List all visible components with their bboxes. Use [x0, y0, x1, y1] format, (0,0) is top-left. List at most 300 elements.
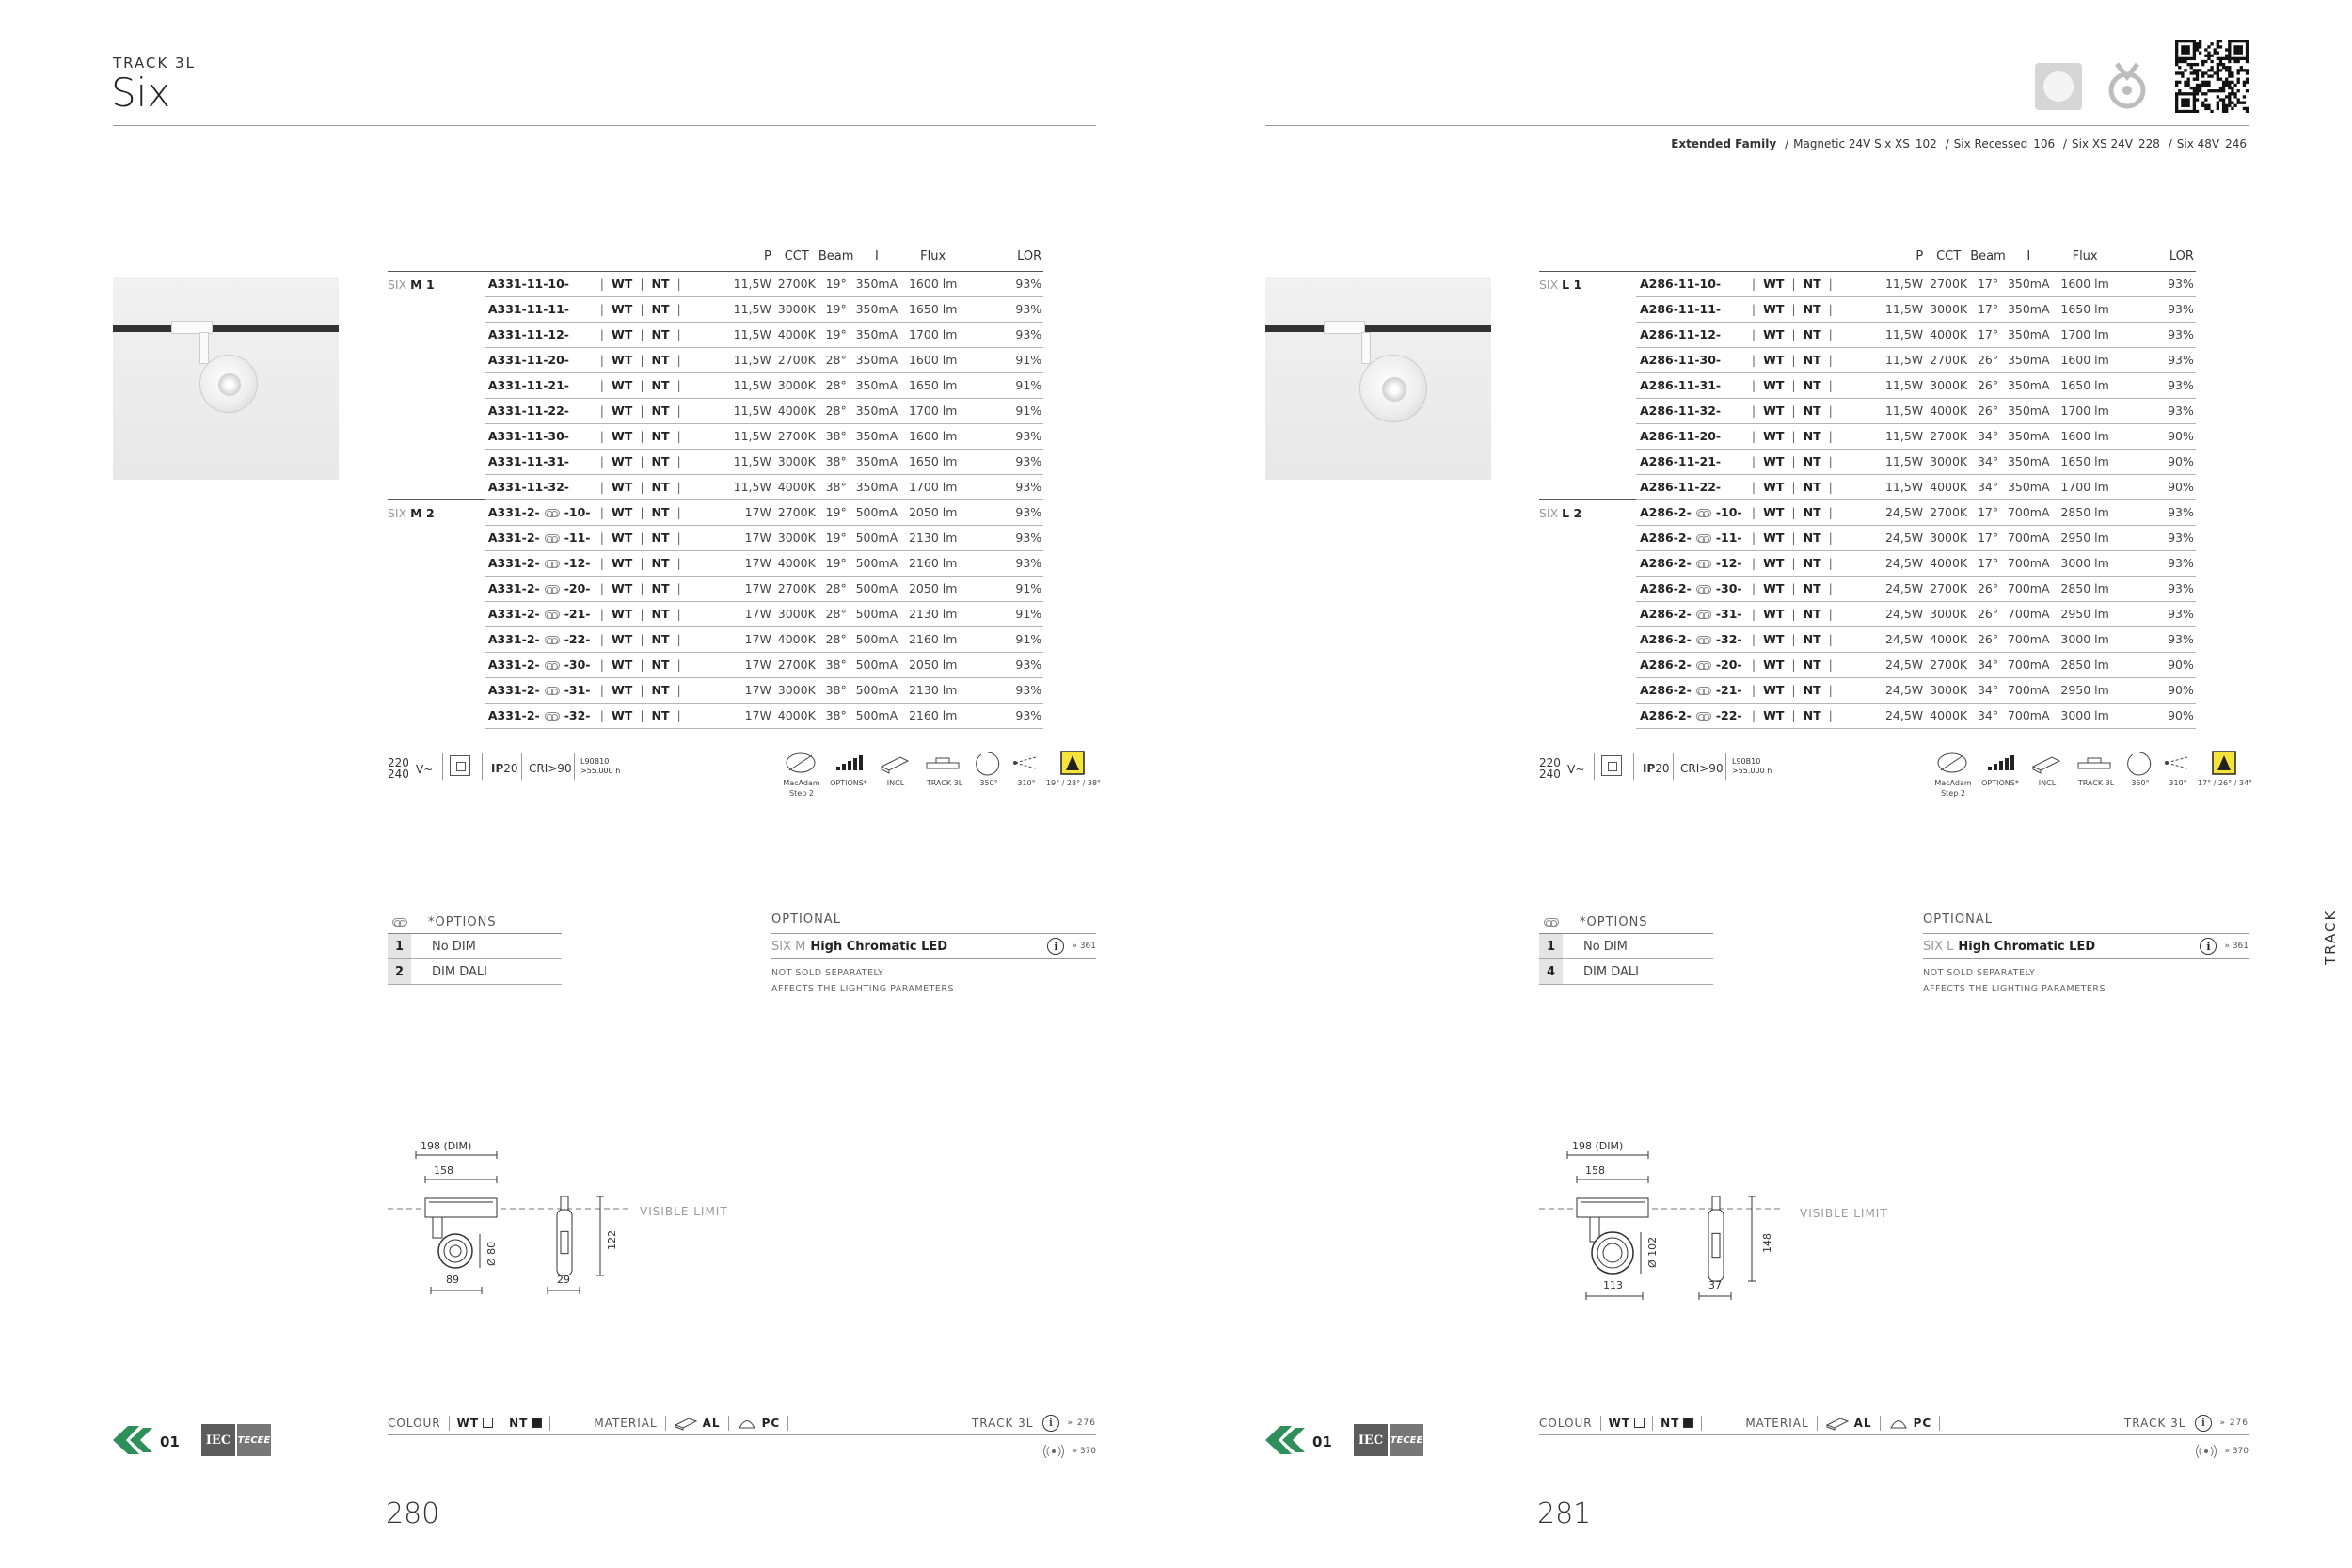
lor-value: 93% — [968, 652, 1043, 677]
dimming-option-icon — [545, 712, 560, 721]
product-code — [1636, 449, 1744, 474]
flux-value: 2950 lm — [2050, 677, 2121, 703]
info-icon[interactable]: i — [1042, 1415, 1059, 1432]
code-suffix: -21- — [1715, 683, 1742, 697]
pipe-separator: | — [640, 531, 644, 545]
footer-logos-right — [1263, 1423, 1423, 1457]
finish-options — [593, 499, 696, 525]
lor-value: 93% — [2121, 372, 2196, 398]
code-suffix: -22- — [1715, 708, 1742, 722]
footer-logos-left — [111, 1423, 271, 1457]
pipe-separator: | — [1751, 581, 1756, 595]
pipe-separator: | — [1828, 632, 1833, 646]
code-prefix: A331-11-21- — [487, 378, 569, 392]
power-value: 17W — [695, 525, 776, 550]
current-value: 350mA — [2008, 271, 2050, 296]
spec-table-right — [1539, 243, 2249, 729]
group-name: M 1 — [410, 277, 435, 292]
info-icon[interactable]: i — [2200, 938, 2217, 955]
optional-accessory-row[interactable] — [771, 933, 1096, 959]
pipe-separator: | — [1751, 657, 1756, 672]
finish-options — [593, 271, 696, 296]
material-label: MATERIAL — [594, 1416, 658, 1430]
finish-nt: NT — [651, 353, 670, 367]
finish-wt: WT — [1763, 581, 1785, 595]
current-value: 350mA — [856, 449, 898, 474]
beam-value: 19° — [817, 296, 856, 322]
finish-nt: NT — [651, 607, 670, 621]
note-not-sold: NOT SOLD SEPARATELY — [1923, 968, 2036, 978]
flux-value: 1600 lm — [898, 347, 968, 372]
cct-value: 3000K — [777, 449, 817, 474]
table-row[interactable] — [1539, 703, 2249, 728]
flux-value: 1700 lm — [2050, 322, 2121, 347]
code-prefix: A331-2- — [487, 632, 540, 646]
table-row[interactable] — [1539, 550, 2249, 576]
beam-angle-icon — [1048, 750, 1097, 776]
beam-value: 19° — [817, 525, 856, 550]
finish-wt: WT — [611, 683, 633, 697]
family-link-3[interactable]: Six XS 24V_228 — [2071, 137, 2160, 150]
cct-value: 2700K — [1929, 499, 1968, 525]
dimming-option-icon — [1696, 560, 1711, 568]
beam-value: 38° — [817, 677, 856, 703]
family-link-2[interactable]: Six Recessed_106 — [1953, 137, 2056, 150]
code-prefix: A331-11-31- — [487, 454, 569, 468]
ek-number: 01 — [1312, 1433, 1332, 1450]
code-prefix: A286-11-11- — [1639, 302, 1722, 316]
option-number: 2 — [388, 959, 411, 984]
finish-options — [1744, 626, 1848, 652]
family-link-1[interactable]: Magnetic 24V Six XS_102 — [1793, 137, 1937, 150]
current-value: 350mA — [856, 271, 898, 296]
lifetime-rating: L90B10 >55.000 h — [580, 757, 621, 775]
pipe-separator: | — [1751, 302, 1756, 316]
product-code — [1636, 703, 1744, 728]
finish-wt: WT — [1763, 302, 1785, 316]
pipe-separator: | — [1791, 378, 1796, 392]
current-value: 350mA — [2008, 347, 2050, 372]
macadam-icon — [782, 750, 819, 776]
macadam-label: MacAdam — [1934, 779, 1972, 787]
power-value: 17W — [695, 626, 776, 652]
technical-drawing — [388, 1138, 764, 1326]
qr-code-icon[interactable] — [2175, 40, 2249, 113]
table-row[interactable] — [1539, 652, 2249, 677]
table-row[interactable] — [1539, 626, 2249, 652]
option-row[interactable] — [388, 934, 562, 959]
track-page-ref[interactable]: » 276 — [2219, 1418, 2249, 1428]
beam-value: 34° — [1968, 703, 2008, 728]
macadam-label: Step 2 — [1941, 789, 1965, 798]
dimming-option-icon — [545, 687, 560, 695]
track-adapter-label: TRACK 3L — [2077, 779, 2115, 787]
beam-value: 34° — [1968, 677, 2008, 703]
beam-value: 28° — [817, 601, 856, 626]
table-row[interactable] — [388, 347, 1096, 372]
column-header: LOR — [1017, 249, 1042, 264]
code-suffix: -21- — [564, 607, 591, 621]
table-row[interactable] — [388, 474, 1096, 499]
track-label[interactable]: TRACK 3L — [2123, 1416, 2186, 1430]
table-header-row — [1539, 243, 2249, 271]
sensor-icon[interactable] — [1043, 1445, 1064, 1458]
current-value: 350mA — [2008, 474, 2050, 499]
optional-accessory-row[interactable] — [1923, 933, 2249, 959]
table-row[interactable] — [1539, 449, 2249, 474]
table-row[interactable] — [388, 550, 1096, 576]
beam-angle-label: 19° / 28° / 38° — [1045, 779, 1102, 787]
power-value: 11,5W — [695, 449, 776, 474]
code-prefix: A331-11-10- — [487, 277, 569, 291]
finish-wt: WT — [611, 531, 633, 545]
table-row[interactable] — [388, 271, 1096, 296]
finish-options — [1744, 296, 1848, 322]
code-prefix: A286-2- — [1639, 556, 1692, 570]
finish-nt: NT — [1803, 531, 1821, 545]
code-prefix: A286-2- — [1639, 531, 1692, 545]
cri-rating: CRI>90 — [1680, 762, 1724, 775]
footer-info-row — [1539, 1411, 2249, 1435]
flux-value: 2050 lm — [898, 652, 968, 677]
pipe-separator: | — [640, 277, 644, 291]
finish-wt: WT — [1763, 556, 1785, 570]
footer-info-row — [388, 1411, 1096, 1435]
product-code — [1636, 576, 1744, 601]
option-number: 1 — [388, 934, 411, 958]
product-code — [485, 550, 593, 576]
table-row[interactable] — [388, 296, 1096, 322]
visible-limit-label-left: VISIBLE LIMIT — [640, 1205, 728, 1218]
power-value: 24,5W — [1848, 576, 1930, 601]
code-prefix: A286-2- — [1639, 683, 1692, 697]
polycarbonate-icon — [737, 1416, 757, 1431]
flux-value: 1700 lm — [898, 322, 968, 347]
finish-wt: WT — [1763, 429, 1785, 443]
black-swatch — [1683, 1418, 1693, 1428]
flux-value: 3000 lm — [2050, 550, 2121, 576]
dim-height: 122 — [606, 1230, 618, 1250]
code-suffix: -31- — [1715, 607, 1742, 621]
code-suffix: -31- — [564, 683, 591, 697]
finish-nt: NT — [651, 429, 670, 443]
finish-nt: NT — [1803, 657, 1821, 672]
table-row[interactable] — [388, 372, 1096, 398]
power-value: 24,5W — [1848, 499, 1930, 525]
family-link-4[interactable]: Six 48V_246 — [2176, 137, 2247, 150]
pipe-separator: | — [1828, 353, 1833, 367]
flux-value: 2950 lm — [2050, 525, 2121, 550]
table-row[interactable] — [388, 601, 1096, 626]
product-photo-l — [1265, 277, 1491, 480]
pipe-separator: | — [1791, 327, 1796, 341]
pipe-separator: | — [599, 454, 604, 468]
pipe-separator: | — [676, 683, 681, 697]
beam-value: 34° — [1968, 474, 2008, 499]
table-row[interactable] — [1539, 677, 2249, 703]
dimming-option-icon — [545, 509, 560, 517]
optional-page-ref[interactable]: » 361 — [1072, 942, 1096, 951]
rotation-350-label: 350° — [2131, 779, 2150, 787]
table-row[interactable] — [388, 499, 1096, 525]
table-row[interactable] — [1539, 322, 2249, 347]
product-code — [485, 703, 593, 728]
table-row[interactable] — [388, 652, 1096, 677]
flux-value: 1600 lm — [2050, 271, 2121, 296]
product-code — [1636, 271, 1744, 296]
page-number-left: 280 — [386, 1497, 440, 1530]
track-label[interactable]: TRACK 3L — [971, 1416, 1034, 1430]
power-value: 11,5W — [695, 347, 776, 372]
power-value: 11,5W — [695, 296, 776, 322]
product-group-label — [388, 271, 485, 499]
sensor-page-ref[interactable]: » 370 — [2224, 1447, 2249, 1456]
power-value: 11,5W — [1848, 423, 1930, 449]
beam-value: 19° — [817, 499, 856, 525]
lor-value: 93% — [2121, 626, 2196, 652]
code-prefix: A331-2- — [487, 505, 540, 519]
pipe-separator: | — [676, 378, 681, 392]
current-value: 500mA — [856, 576, 898, 601]
pipe-separator: | — [1791, 353, 1796, 367]
finish-wt: WT — [611, 581, 633, 595]
current-value: 350mA — [2008, 296, 2050, 322]
iec-badge: IEC — [201, 1424, 235, 1456]
flux-value: 1650 lm — [898, 372, 968, 398]
current-value: 350mA — [2008, 423, 2050, 449]
side-tab-track[interactable]: TRACK — [2322, 909, 2339, 965]
power-value: 17W — [695, 499, 776, 525]
pipe-separator: | — [1791, 683, 1796, 697]
track-page-ref[interactable]: » 276 — [1067, 1418, 1096, 1428]
power-value: 11,5W — [1848, 372, 1930, 398]
optional-page-ref[interactable]: » 361 — [2224, 942, 2249, 951]
options-title: *OPTIONS — [1580, 914, 1648, 929]
dim-diameter: Ø 102 — [1646, 1236, 1659, 1268]
pipe-separator: | — [599, 353, 604, 367]
pipe-separator: | — [1791, 454, 1796, 468]
flux-value: 2160 lm — [898, 703, 968, 728]
sensor-page-ref[interactable]: » 370 — [1072, 1447, 1096, 1456]
pipe-separator: | — [1828, 505, 1833, 519]
finish-options — [1744, 525, 1848, 550]
current-value: 500mA — [856, 525, 898, 550]
cct-value: 4000K — [777, 626, 817, 652]
finish-nt: NT — [1803, 708, 1821, 722]
pipe-separator: | — [1791, 302, 1796, 316]
finish-wt: WT — [611, 657, 633, 672]
power-value: 24,5W — [1848, 601, 1930, 626]
table-row[interactable] — [1539, 296, 2249, 322]
finish-nt: NT — [651, 531, 670, 545]
product-code — [1636, 499, 1744, 525]
current-value: 350mA — [856, 347, 898, 372]
pipe-separator: | — [1791, 404, 1796, 418]
pipe-separator: | — [640, 505, 644, 519]
product-code — [485, 423, 593, 449]
beam-value: 38° — [817, 423, 856, 449]
group-prefix: SIX — [388, 505, 407, 520]
pipe-separator: | — [640, 607, 644, 621]
current-value: 700mA — [2008, 499, 2050, 525]
table-row[interactable] — [388, 677, 1096, 703]
current-value: 700mA — [2008, 677, 2050, 703]
cct-value: 4000K — [1929, 398, 1968, 423]
ek-certification-icon — [111, 1423, 184, 1457]
current-value: 500mA — [856, 601, 898, 626]
code-prefix: A286-11-30- — [1639, 353, 1722, 367]
code-prefix: A331-11-30- — [487, 429, 569, 443]
finish-nt: NT — [651, 404, 670, 418]
table-row[interactable] — [388, 398, 1096, 423]
rotation-350-label: 350° — [979, 779, 998, 787]
cct-value: 2700K — [777, 576, 817, 601]
lor-value: 93% — [2121, 271, 2196, 296]
column-header: CCT — [1936, 249, 1962, 264]
code-prefix: A286-11-22- — [1639, 480, 1722, 494]
product-photo-m — [113, 277, 339, 480]
table-row[interactable] — [1539, 372, 2249, 398]
cct-value: 3000K — [777, 525, 817, 550]
dimming-option-icon — [1696, 712, 1711, 721]
voltage-unit: V~ — [416, 763, 434, 776]
table-row[interactable] — [1539, 423, 2249, 449]
flux-value: 1700 lm — [2050, 398, 2121, 423]
table-row[interactable] — [1539, 499, 2249, 525]
lor-value: 93% — [2121, 322, 2196, 347]
lor-value: 91% — [968, 601, 1043, 626]
aluminium-icon — [1825, 1416, 1850, 1431]
pipe-separator: | — [640, 657, 644, 672]
power-value: 11,5W — [1848, 474, 1930, 499]
lor-value: 93% — [968, 296, 1043, 322]
cct-value: 2700K — [1929, 347, 1968, 372]
option-row[interactable] — [388, 959, 562, 985]
pipe-separator: | — [1828, 607, 1833, 621]
pipe-separator: | — [599, 404, 604, 418]
finish-options — [593, 347, 696, 372]
code-suffix: -12- — [1715, 556, 1742, 570]
table-row[interactable] — [1539, 601, 2249, 626]
pipe-separator: | — [599, 429, 604, 443]
cct-value: 4000K — [1929, 474, 1968, 499]
dim-198: 198 (DIM) — [1572, 1140, 1624, 1152]
power-value: 17W — [695, 703, 776, 728]
finish-options — [593, 677, 696, 703]
optional-block-left — [771, 912, 1096, 997]
sensor-row — [1539, 1445, 2249, 1458]
pipe-separator: | — [1791, 607, 1796, 621]
pipe-separator: | — [1791, 277, 1796, 291]
lor-value: 93% — [968, 271, 1043, 296]
cct-value: 3000K — [1929, 677, 1968, 703]
options-block-right — [1539, 912, 1713, 985]
lor-value: 93% — [968, 474, 1043, 499]
table-row[interactable] — [388, 576, 1096, 601]
table-row[interactable] — [388, 423, 1096, 449]
pipe-separator: | — [1791, 556, 1796, 570]
lor-value: 90% — [2121, 677, 2196, 703]
code-prefix: A286-11-31- — [1639, 378, 1722, 392]
table-row[interactable] — [1539, 576, 2249, 601]
table-row[interactable] — [388, 449, 1096, 474]
lor-value: 93% — [968, 322, 1043, 347]
sensor-icon[interactable] — [2196, 1445, 2217, 1458]
info-icon[interactable]: i — [1047, 938, 1064, 955]
technical-drawing — [1539, 1138, 1915, 1326]
pipe-separator: | — [1791, 632, 1796, 646]
beam-value: 38° — [817, 449, 856, 474]
optional-title: OPTIONAL — [1923, 912, 1993, 927]
finish-nt: NT — [651, 454, 670, 468]
finish-options — [1744, 474, 1848, 499]
finish-options — [593, 449, 696, 474]
table-row[interactable] — [1539, 347, 2249, 372]
table-row[interactable] — [1539, 474, 2249, 499]
table-row[interactable] — [388, 626, 1096, 652]
lor-value: 93% — [968, 550, 1043, 576]
finish-options — [593, 550, 696, 576]
option-row[interactable] — [1539, 934, 1713, 959]
table-row[interactable] — [1539, 525, 2249, 550]
pipe-separator: | — [599, 657, 604, 672]
current-value: 350mA — [856, 296, 898, 322]
column-header: Beam — [1970, 249, 2006, 264]
finish-nt: NT — [1803, 683, 1821, 697]
finish-wt: WT — [1763, 454, 1785, 468]
finish-options — [593, 296, 696, 322]
finish-nt: NT — [651, 302, 670, 316]
material-al: AL — [702, 1416, 721, 1430]
cct-value: 3000K — [777, 601, 817, 626]
product-code — [1636, 296, 1744, 322]
current-value: 700mA — [2008, 525, 2050, 550]
table-row[interactable] — [388, 703, 1096, 728]
finish-options — [1744, 449, 1848, 474]
finish-nt: NT — [651, 277, 670, 291]
current-value: 500mA — [856, 652, 898, 677]
table-row[interactable] — [388, 525, 1096, 550]
finish-nt: NT — [1803, 353, 1821, 367]
option-label: No DIM — [432, 939, 476, 954]
code-suffix: -32- — [1715, 632, 1742, 646]
code-prefix: A286-2- — [1639, 581, 1692, 595]
column-header: CCT — [784, 249, 809, 264]
dimming-option-icon — [545, 560, 560, 568]
finish-wt: WT — [611, 480, 633, 494]
current-value: 350mA — [2008, 398, 2050, 423]
lor-value: 93% — [2121, 525, 2196, 550]
dimming-option-icon — [1696, 534, 1711, 543]
white-swatch — [483, 1418, 493, 1428]
finish-options — [593, 322, 696, 347]
option-row[interactable] — [1539, 959, 1713, 985]
table-row[interactable] — [1539, 271, 2249, 296]
finish-nt: NT — [651, 683, 670, 697]
table-row[interactable] — [1539, 398, 2249, 423]
beam-value: 28° — [817, 372, 856, 398]
column-header: Beam — [818, 249, 854, 264]
table-row[interactable] — [388, 322, 1096, 347]
cct-value: 3000K — [777, 372, 817, 398]
info-icon[interactable]: i — [2195, 1415, 2212, 1432]
options-signal-icon — [1980, 750, 2018, 776]
options-signal-label: OPTIONS* — [1981, 779, 2019, 787]
finish-wt: WT — [1763, 277, 1785, 291]
cct-value: 2700K — [777, 271, 817, 296]
product-code — [1636, 626, 1744, 652]
lor-value: 93% — [2121, 398, 2196, 423]
